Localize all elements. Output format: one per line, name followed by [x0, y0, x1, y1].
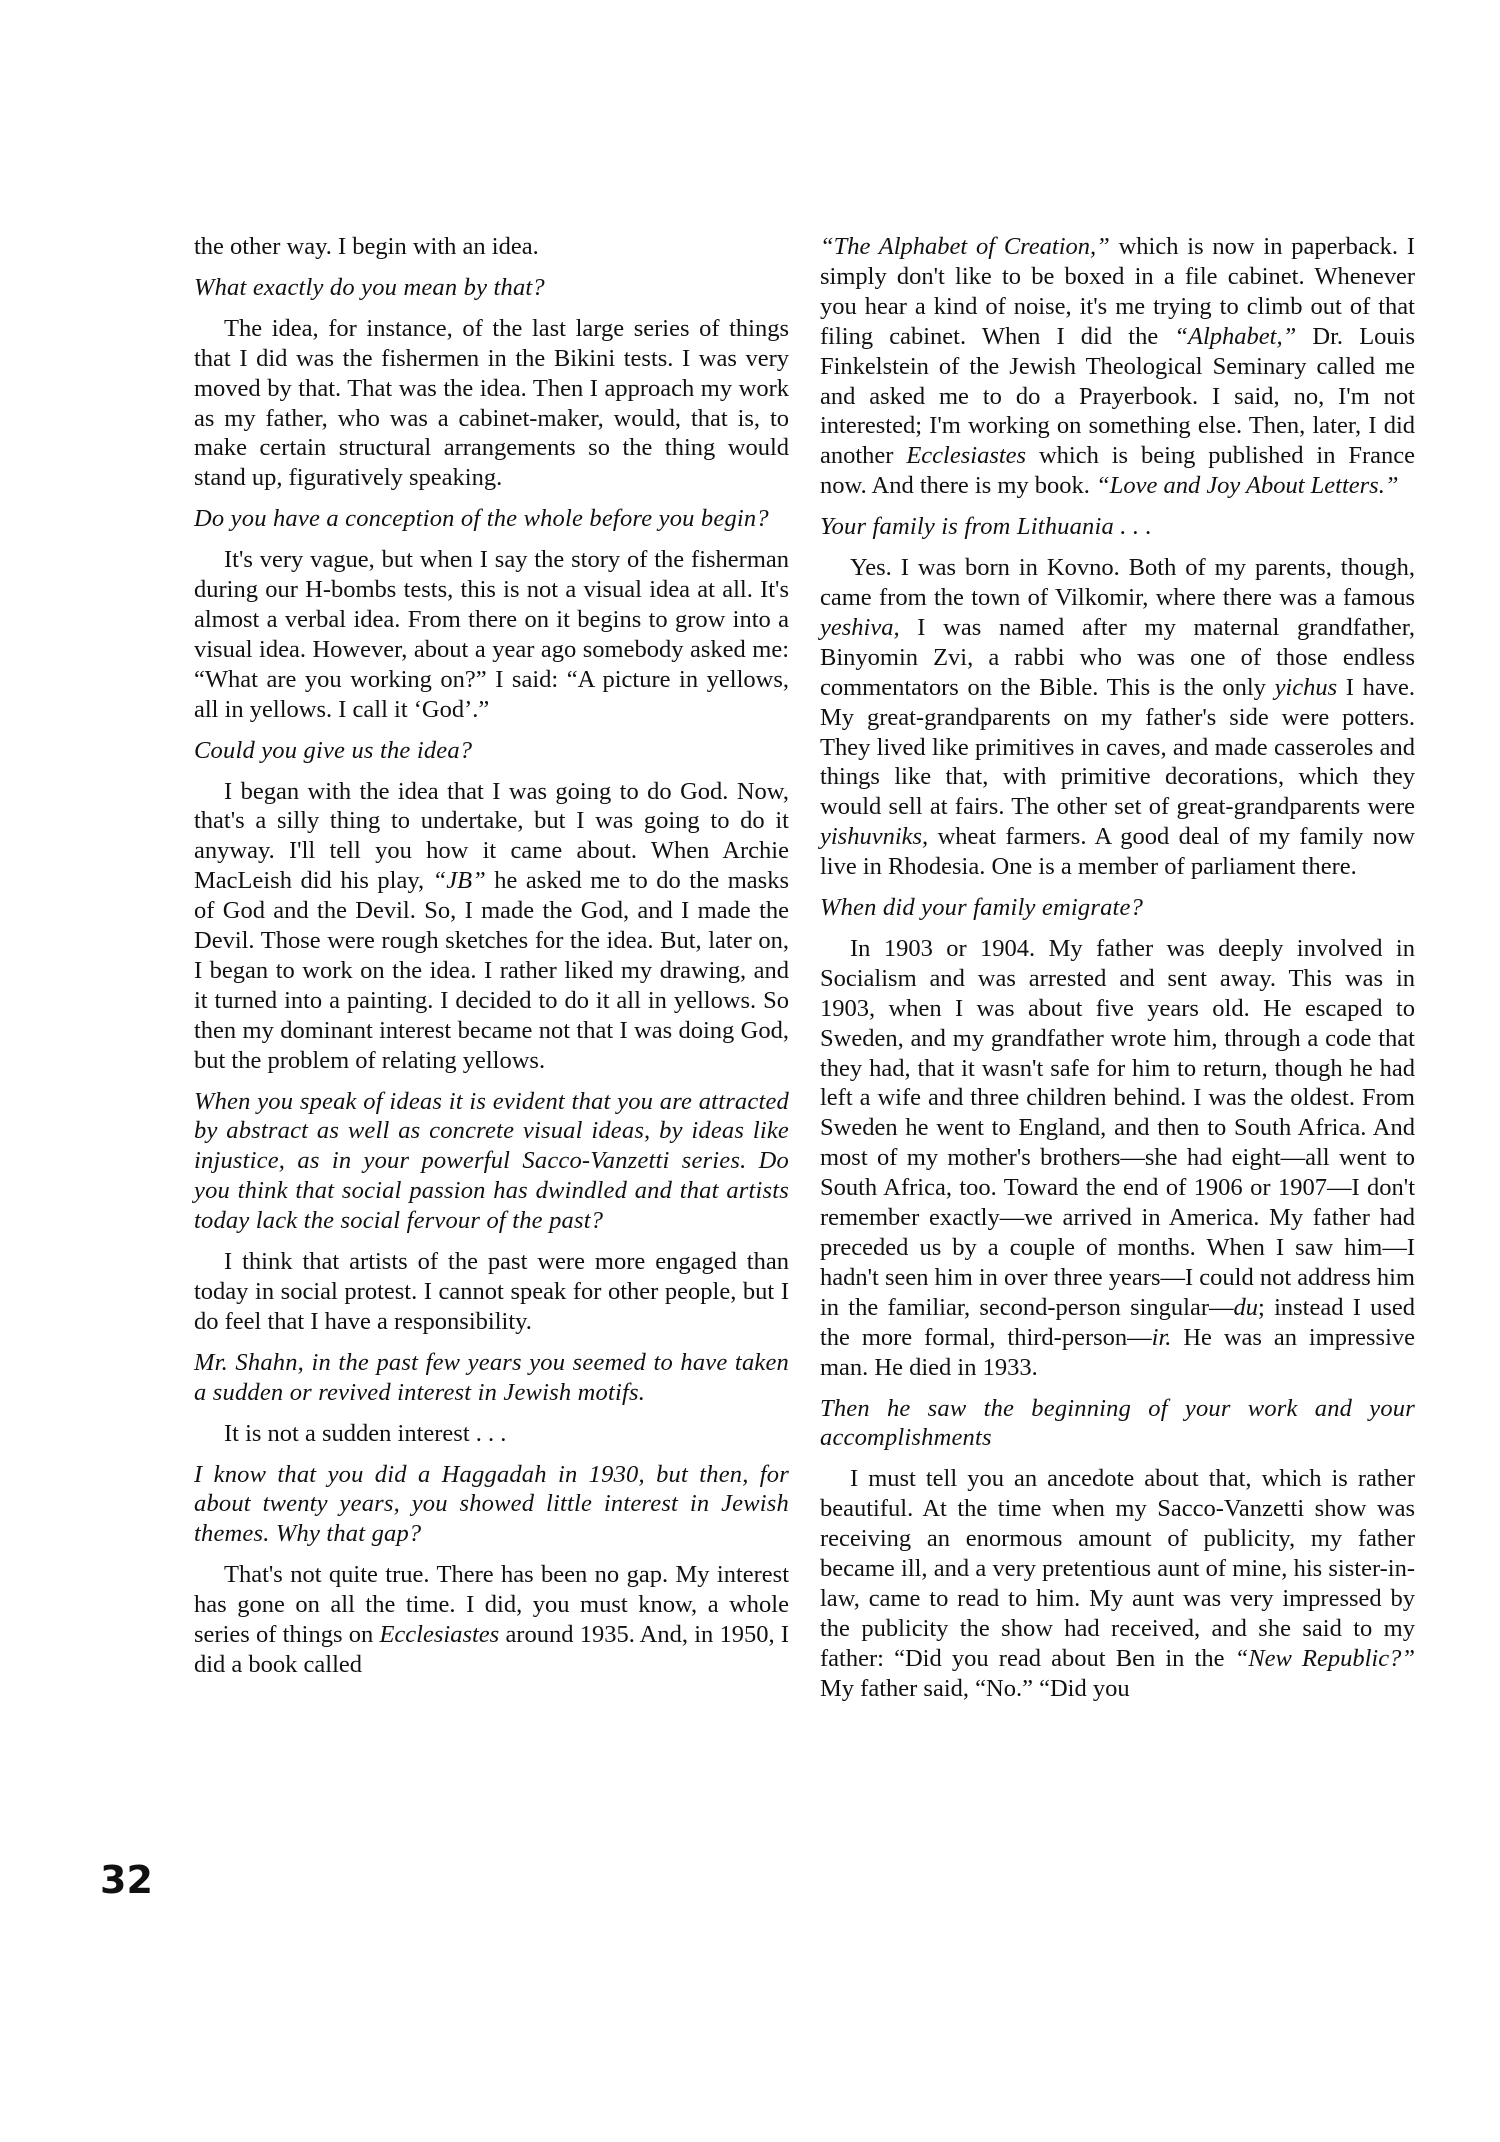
left-column-answer: It's very vague, but when I say the story of the fisherman during our H-bombs tests, this is not a visual idea at all. It's almost a verbal idea. From there on it begins to grow into a visual idea. However, about a year ago somebody asked me: “What are you working on?” I said: “A picture in yellows, all in yellows. I call it ‘God’.” [194, 546, 789, 723]
text-run: In 1903 or 1904. My father was deeply involved in Socialism and was arrested and sent away. This was in 1903, when I was about five years old. He escaped to Sweden, and my grandfather wrote him, through a code that they had, that it wasn't safe for him to return, though he had left a wife and three children behind. I was the oldest. From Sweden he went to England, and then to South Africa. And most of my mother's brothers—she had eight—all went to South Africa, too. Toward the end of 1906 or 1907—I don't remember exactly—we arrived in America. My father had preceded us by a couple of months. When I saw him—I hadn't seen him in over three years—I could not address him in the familiar, second-person singular— [820, 934, 1415, 1321]
left-column-answer [194, 777, 789, 1076]
left-column-continued-text: the other way. I begin with an idea. [194, 233, 539, 260]
text-run: he asked me to do the masks of God and the Devil. So, I made the God, and I made the Devil. Those were rough sketches for the idea. But, later on, I began to work on the idea. I rather liked my drawing, and it turned into a painting. I decided to do it all in yellows. So then my dominant interest became not that I was doing God, but the problem of relating yellows. [194, 867, 790, 1074]
right-column-continued-text [820, 232, 1415, 501]
italic-phrase: du [1233, 1293, 1259, 1321]
italic-phrase: “The Alphabet of Creation,” [820, 233, 1110, 260]
text-run: around 1935. And, in 1950, I did a book called [194, 1621, 789, 1678]
text-run: Yes. I was born in Kovno. Both of my parents, though, came from the town of Vilkomir, where there was a famous [820, 554, 1415, 611]
italic-phrase: yishuvniks, [820, 823, 929, 851]
text-run: I have. My great-grandparents on my father's side were potters. They lived like primitives in caves, and made casseroles and things like that, with primitive decorations, which they would sell at fairs. The other set of great-grandparents were [820, 673, 1415, 821]
italic-phrase: Ecclesiastes [379, 1621, 500, 1649]
text-run: which is now in paperback. I simply don't like to be boxed in a file cabinet. Whenever you hear a kind of noise, it's me trying to climb out of that filing cabinet. When I did the [820, 233, 1415, 350]
text-run: That's not quite true. There has been no gap. My interest has gone on all the time. I did, you must know, a whole series of things on [194, 1561, 789, 1649]
text-run: wheat farmers. A good deal of my family now live in Rhodesia. One is a member of parliament there. [820, 823, 1415, 881]
italic-phrase: Ecclesiastes [906, 442, 1027, 470]
text-run: which is being published in France now. And there is my book. [820, 442, 1415, 500]
text-run: I began with the idea that I was going to do God. Now, that's a silly thing to undertake, but I was going to do it anyway. I'll tell you how it came about. When Archie MacLeish did his play, [194, 777, 789, 895]
left-column-question: Mr. Shahn, in the past few years you seemed to have taken a sudden or revived interest in Jewish motifs. [194, 1348, 789, 1406]
left-column-question: When you speak of ideas it is evident that you are attracted by abstract as well as concrete visual ideas, by ideas like injustice, as in your powerful Sacco-Vanzetti series. Do you think that social passion has dwindled and that artists today lack the social fervour of the past? [194, 1087, 789, 1235]
right-column-question: When did your family emigrate? [820, 894, 1144, 922]
left-column-answer: The idea, for instance, of the last large series of things that I did was the fishermen in the Bikini tests. I was very moved by that. That was the idea. Then I approach my work as my father, who was a cabinet-maker, would, that is, to make certain structural arrangements so the thing would stand up, figuratively speaking. [194, 314, 789, 492]
right-column-answer [820, 1464, 1415, 1703]
left-column-question: What exactly do you mean by that? [194, 273, 545, 301]
left-column-question: Could you give us the idea? [194, 736, 473, 764]
right-column-answer [820, 553, 1415, 882]
right-column-question: Your family is from Lithuania . . . [820, 513, 1152, 541]
right-text-column [820, 232, 1415, 1715]
italic-phrase: yichus [1274, 673, 1338, 701]
right-column-question: Then he saw the beginning of your work and your accomplishments [820, 1394, 1415, 1452]
italic-phrase: yeshiva, [820, 613, 900, 641]
italic-phrase: ir. [1151, 1323, 1172, 1351]
left-text-column [194, 232, 789, 1691]
italic-phrase: “Love and Joy About Letters.” [1096, 472, 1399, 500]
text-run: Dr. Louis Finkelstein of the Jewish Theological Seminary called me and asked me to do a Prayerbook. I said, no, I'm not interested; I'm working on something else. Then, later, I did another [820, 322, 1415, 470]
left-column-answer [194, 1560, 789, 1680]
left-column-question: Do you have a conception of the whole before you begin? [194, 505, 769, 533]
right-column-answer [820, 934, 1415, 1383]
text-run: ; instead I used the more formal, third-person— [820, 1293, 1415, 1351]
text-run: I must tell you an ancedote about that, which is rather beautiful. At the time when my Sacco-Vanzetti show was receiving an enormous amount of publicity, my father became ill, and a very pretentious aunt of mine, his sister-in-law, came to read to him. My aunt was very impressed by the publicity the show had received, and she said to my father: “Did you read about Ben in the [820, 1465, 1415, 1672]
left-column-question: I know that you did a Haggadah in 1930, but then, for about twenty years, you showed little interest in Jewish themes. Why that gap? [194, 1460, 789, 1548]
italic-phrase: “JB” [432, 867, 486, 895]
text-run: I was named after my maternal grandfather, Binyomin Zvi, a rabbi who was one of those endless commentators on the Bible. This is the only [820, 613, 1415, 701]
italic-phrase: “Alphabet,” [1174, 322, 1297, 350]
text-run: He was an impressive man. He died in 1933. [820, 1323, 1415, 1381]
page-number: 32 [100, 1858, 153, 1902]
left-column-answer: It is not a sudden interest . . . [224, 1419, 507, 1447]
text-run: My father said, “No.” “Did you [820, 1674, 1130, 1702]
italic-phrase: “New Republic?” [1234, 1644, 1415, 1672]
left-column-answer: I think that artists of the past were more engaged than today in social protest. I cannot speak for other people, but I do feel that I have a responsibility. [194, 1248, 789, 1335]
